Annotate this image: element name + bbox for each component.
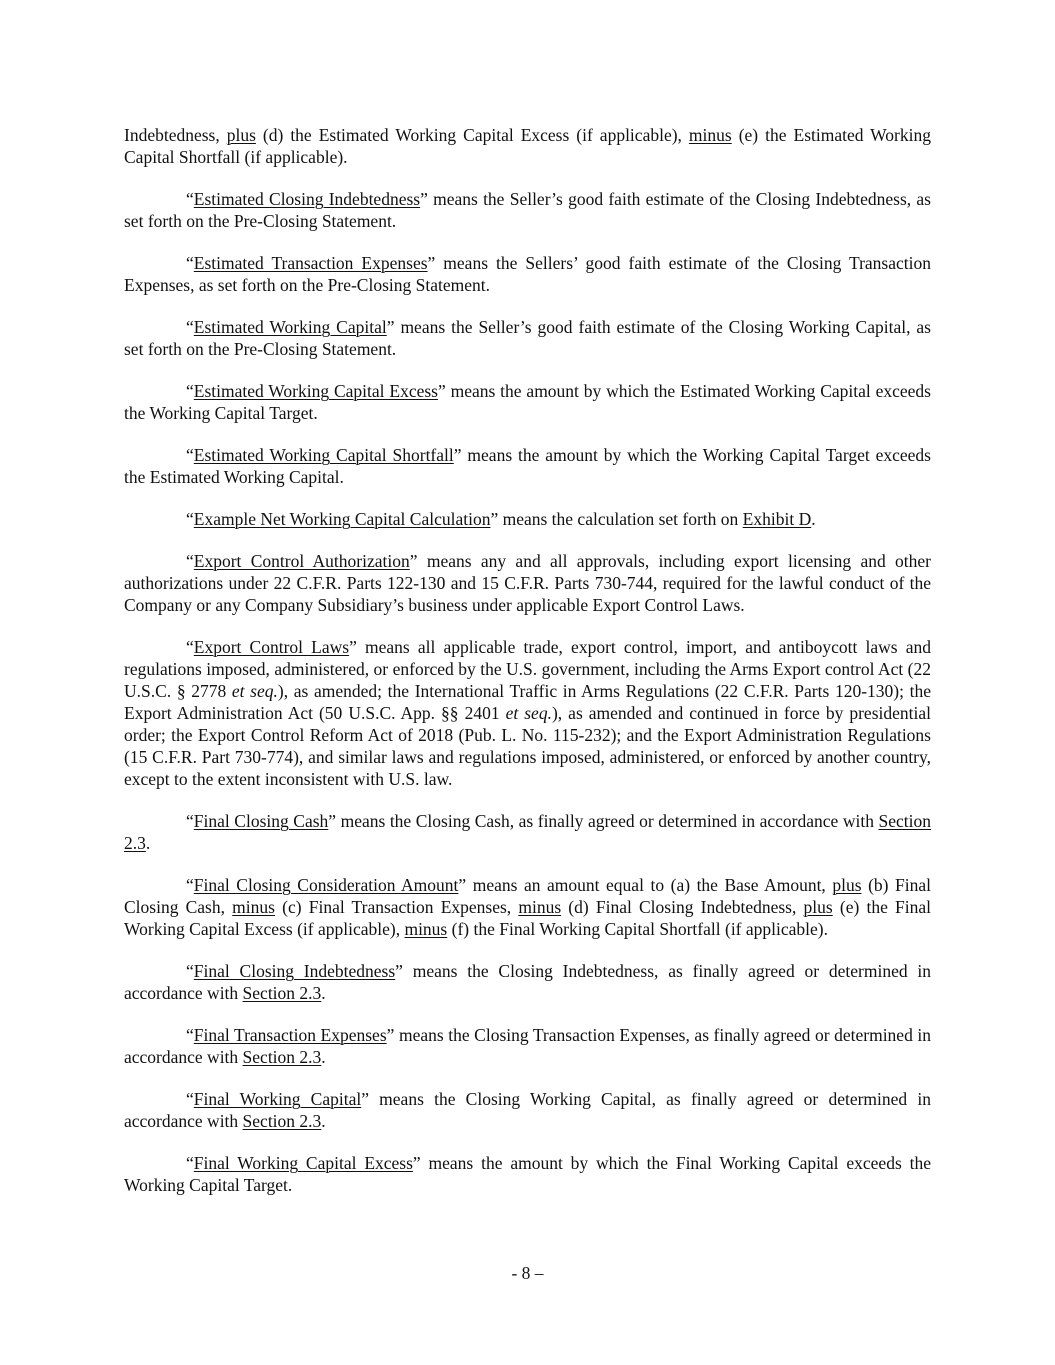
text-run: ” means the calculation set forth on [490,509,743,529]
text-run: (f) the Final Working Capital Shortfall (if applicable). [447,919,828,939]
text-run: (c) Final Transaction Expenses, [274,897,519,917]
text-run: ” means the amount by which the Estimated Working Capital exceeds the Working Capital Target. [124,381,931,423]
text-run: ” means all applicable trade, export control, import, and antiboycott laws and regulations imposed, administered, or enforced by the U.S. government, including the Arms Export control Act (22 U.S.C. § 2778 [124,637,931,701]
text-run: “ [186,811,194,831]
text-run: “ [186,875,194,895]
text-run: ” means the Closing Working Capital, as finally agreed or determined in accordance with [124,1089,931,1131]
text-run: Indebtedness, [124,125,227,145]
definition-export-control-laws [124,636,931,790]
underlined-term: minus [404,919,448,939]
underlined-term: Export Control Laws [193,637,350,657]
underlined-term: Final Closing Indebtedness [193,961,396,981]
underlined-term: Final Closing Cash [193,811,329,831]
page-number: - 8 – [511,1263,544,1283]
underlined-term: minus [688,125,732,145]
text-run: . [321,1047,326,1067]
definition-final-closing-indebtedness [124,960,931,1004]
text-run: . [321,983,326,1003]
text-run: ” means an amount equal to (a) the Base Amount, [458,875,833,895]
underlined-term: Section 2.3 [242,1047,322,1067]
underlined-term: Section 2.3 [242,1111,322,1131]
text-run: “ [186,189,194,209]
text-run: (d) the Estimated Working Capital Excess (if applicable), [255,125,689,145]
definition-final-transaction-expenses [124,1024,931,1068]
text-run: ” means the Closing Indebtedness, as finally agreed or determined in accordance with [124,961,931,1003]
underlined-term: Section 2.3 [242,983,322,1003]
definition-estimated-working-capital-excess [124,380,931,424]
text-run: ” means the Seller’s good faith estimate of the Closing Indebtedness, as set forth on the Pre-Closing Statement. [124,189,931,231]
underlined-term: Section 2.3 [124,811,931,853]
underlined-term: plus [226,125,256,145]
underlined-term: Estimated Working Capital Excess [193,381,438,401]
underlined-term: minus [232,897,275,917]
underlined-term: Example Net Working Capital Calculation [193,509,491,529]
underlined-term: Final Working Capital Excess [193,1153,413,1173]
definition-final-closing-cash [124,810,931,854]
text-run: ” means the Closing Cash, as finally agreed or determined in accordance with [328,811,879,831]
text-run: ), as amended; the International Traffic in Arms Regulations (22 C.F.R. Parts 120-130); the Export Administration Act (50 U.S.C. App. §§ 2401 [124,681,931,723]
definition-export-control-authorization [124,550,931,616]
text-run: (e) the Final Working Capital Excess (if applicable), [124,897,932,939]
text-run: “ [186,381,194,401]
text-run: “ [186,1089,194,1109]
underlined-term: Estimated Working Capital Shortfall [193,445,454,465]
text-run: “ [186,961,194,981]
text-run: (d) Final Closing Indebtedness, [561,897,804,917]
underlined-term: Exhibit D [742,509,812,529]
underlined-term: plus [832,875,862,895]
text-run: “ [186,253,194,273]
text-run: (b) Final Closing Cash, [124,875,931,917]
definition-final-closing-consideration-amount [124,874,931,940]
text-run: “ [186,509,194,529]
italic-text: et seq. [505,703,552,723]
text-run: “ [186,551,194,571]
definition-example-net-working-capital-calculation [124,508,931,530]
text-run: ), as amended and continued in force by presidential order; the Export Control Reform Act of 2018 (Pub. L. No. 115-232); and the Export Administration Regulations (15 C.F.R. Part 730-774), and similar laws and regulations imposed, administered, or enforced by another country, except to the extent inconsistent with U.S. law. [124,703,931,789]
definition-estimated-transaction-expenses [124,252,931,296]
definition-estimated-working-capital-shortfall [124,444,931,488]
text-run: . [811,509,816,529]
underlined-term: Estimated Transaction Expenses [193,253,428,273]
text-run: ” means the Seller’s good faith estimate of the Closing Working Capital, as set forth on the Pre-Closing Statement. [124,317,931,359]
definition-final-working-capital [124,1088,931,1132]
underlined-term: minus [518,897,562,917]
text-run: . [321,1111,326,1131]
text-run: ” means the Sellers’ good faith estimate of the Closing Transaction Expenses, as set forth on the Pre-Closing Statement. [124,253,931,295]
underlined-term: Estimated Working Capital [193,317,387,337]
underlined-term: Export Control Authorization [193,551,410,571]
text-run: “ [186,1025,194,1045]
text-run: ” means the amount by which the Final Working Capital exceeds the Working Capital Target. [124,1153,931,1195]
text-run: “ [186,637,194,657]
underlined-term: Estimated Closing Indebtedness [193,189,421,209]
text-run: “ [186,445,194,465]
underlined-term: Final Closing Consideration Amount [193,875,459,895]
italic-text: et seq. [231,681,278,701]
underlined-term: Final Transaction Expenses [193,1025,387,1045]
document-body [124,124,931,1216]
text-run: “ [186,317,194,337]
definition-estimated-working-capital [124,316,931,360]
definition-final-working-capital-excess [124,1152,931,1196]
text-run: ” means the Closing Transaction Expenses, as finally agreed or determined in accordance with [124,1025,931,1067]
underlined-term: Final Working Capital [193,1089,362,1109]
text-run: (e) the Estimated Working Capital Shortfall (if applicable). [124,125,931,167]
definition-estimated-closing-indebtedness [124,188,931,232]
text-run: . [145,833,151,853]
text-run: “ [186,1153,194,1173]
text-run: ” means the amount by which the Working Capital Target exceeds the Estimated Working Capital. [124,445,931,487]
paragraph-continuation [124,124,931,168]
underlined-term: plus [803,897,833,917]
text-run: ” means any and all approvals, including export licensing and other authorizations under 22 C.F.R. Parts 122-130 and 15 C.F.R. Parts 730-744, required for the lawful conduct of the Company or any Company Subsidiary’s business under applicable Export Control Laws. [124,551,931,615]
